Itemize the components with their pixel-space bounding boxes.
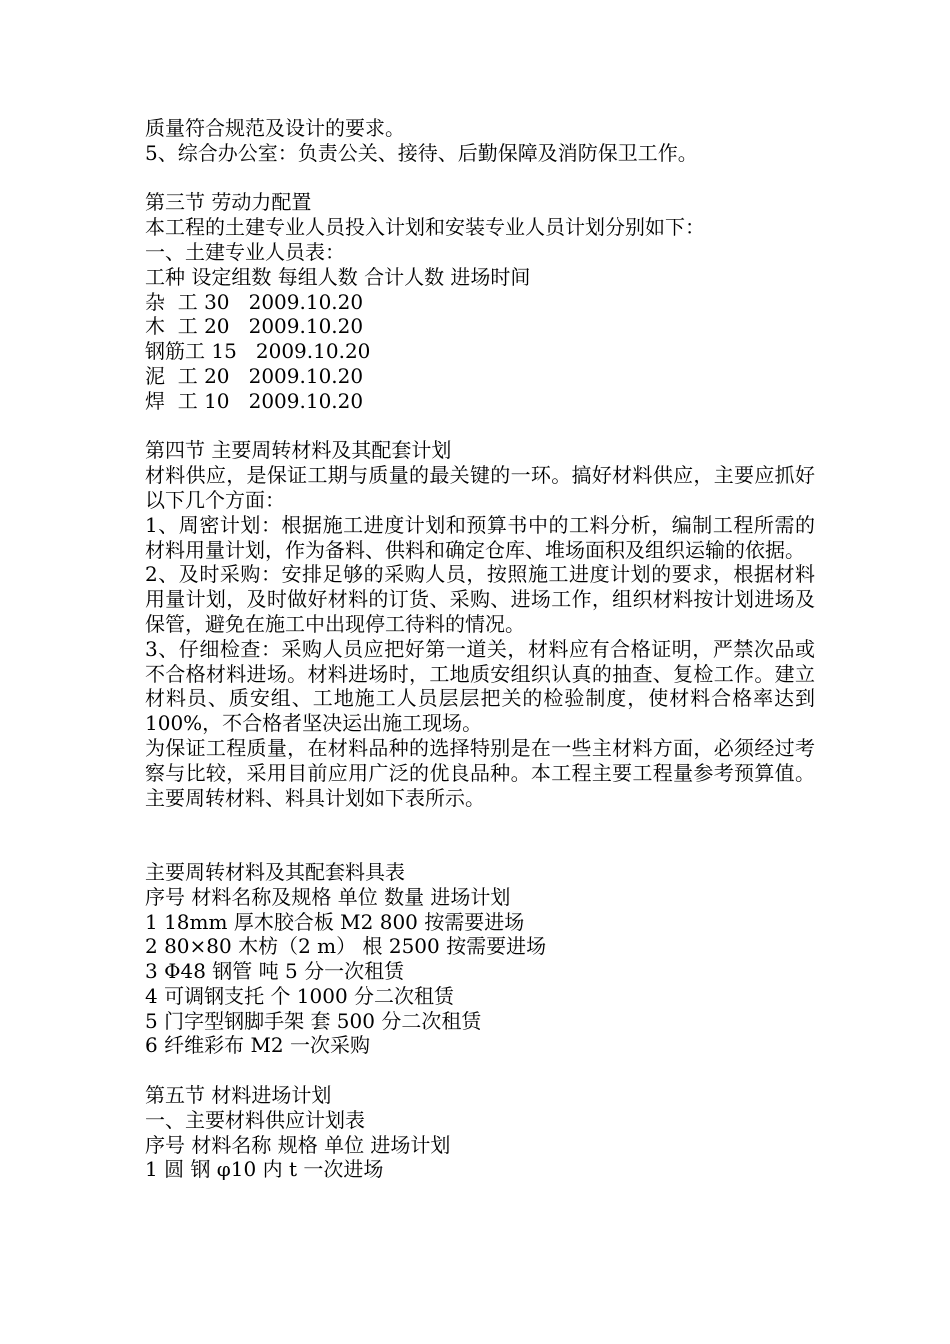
turnover-table-title: 主要周转材料及其配套料具表 (145, 859, 405, 884)
turnover-table-row: 5 门字型钢脚手架 套 500 分二次租赁 (145, 1008, 482, 1033)
plan-item-2: 2、及时采购：安排足够的采购人员，按照施工进度计划的要求，根据材料用量计划，及时做好材料的订货、采购、进场工作，组织材料按计划进场及保管，避免在施工中出现停工待料的情况。 (145, 562, 815, 636)
blank-line (145, 810, 815, 860)
blank-line (145, 1058, 815, 1083)
document-page (145, 116, 815, 1182)
civil-staff-row: 泥 工 20 2009.10.20 (145, 363, 364, 388)
turnover-table-row: 1 18mm 厚木胶合板 M2 800 按需要进场 (145, 909, 525, 934)
supply-table-row: 1 圆 钢 φ10 内 t 一次进场 (145, 1157, 384, 1182)
civil-staff-title: 一、土建专业人员表： (145, 239, 345, 264)
civil-staff-header: 工种 设定组数 每组人数 合计人数 进场时间 (145, 264, 531, 289)
turnover-table-row: 3 Φ48 钢管 吨 5 分一次租赁 (145, 959, 405, 984)
quality-paragraph: 为保证工程质量，在材料品种的选择特别是在一些主材料方面，必须经过考察与比较，采用目前应用广泛的优良品种。本工程主要工程量参考预算值。主要周转材料、料具计划如下表所示。 (145, 735, 815, 810)
labor-intro: 本工程的土建专业人员投入计划和安装专业人员计划分别如下： (145, 215, 705, 240)
supply-table-title: 一、主要材料供应计划表 (145, 1107, 365, 1132)
turnover-table-row: 6 纤维彩布 M2 一次采购 (145, 1033, 370, 1058)
civil-staff-row: 木 工 20 2009.10.20 (145, 314, 364, 339)
civil-staff-row: 杂 工 30 2009.10.20 (145, 289, 364, 314)
civil-staff-row: 焊 工 10 2009.10.20 (145, 388, 364, 413)
supply-table-header: 序号 材料名称 规格 单位 进场计划 (145, 1132, 451, 1157)
turnover-table-header: 序号 材料名称及规格 单位 数量 进场计划 (145, 884, 511, 909)
plan-item-1: 1、周密计划：根据施工进度计划和预算书中的工料分析，编制工程所需的材料用量计划，作为备料、供料和确定仓库、堆场面积及组织运输的依据。 (145, 512, 815, 562)
blank-line (145, 166, 815, 191)
section-4-title: 第四节 主要周转材料及其配套计划 (145, 438, 452, 463)
material-supply-intro: 材料供应，是保证工期与质量的最关键的一环。搞好材料供应，主要应抓好以下几个方面： (145, 463, 815, 512)
section-3-title: 第三节 劳动力配置 (145, 190, 312, 215)
civil-staff-row: 钢筋工 15 2009.10.20 (145, 339, 371, 364)
para-quality-tail: 质量符合规范及设计的要求。 (145, 116, 405, 140)
plan-item-3: 3、仔细检查：采购人员应把好第一道关，材料应有合格证明，严禁次品或不合格材料进场。材料进场时，工地质安组织认真的抽查、复检工作。建立材料员、质安组、工地施工人员层层把关的检验制度，使材料合格率达到100%，不合格者坚决运出施工现场。 (145, 636, 815, 736)
turnover-table-row: 2 80×80 木枋（2 m） 根 2500 按需要进场 (145, 934, 547, 959)
section-5-title: 第五节 材料进场计划 (145, 1083, 332, 1108)
office-duty: 5、综合办公室：负责公关、接待、后勤保障及消防保卫工作。 (145, 140, 698, 165)
turnover-table-row: 4 可调钢支托 个 1000 分二次租赁 (145, 983, 455, 1008)
blank-line (145, 414, 815, 439)
